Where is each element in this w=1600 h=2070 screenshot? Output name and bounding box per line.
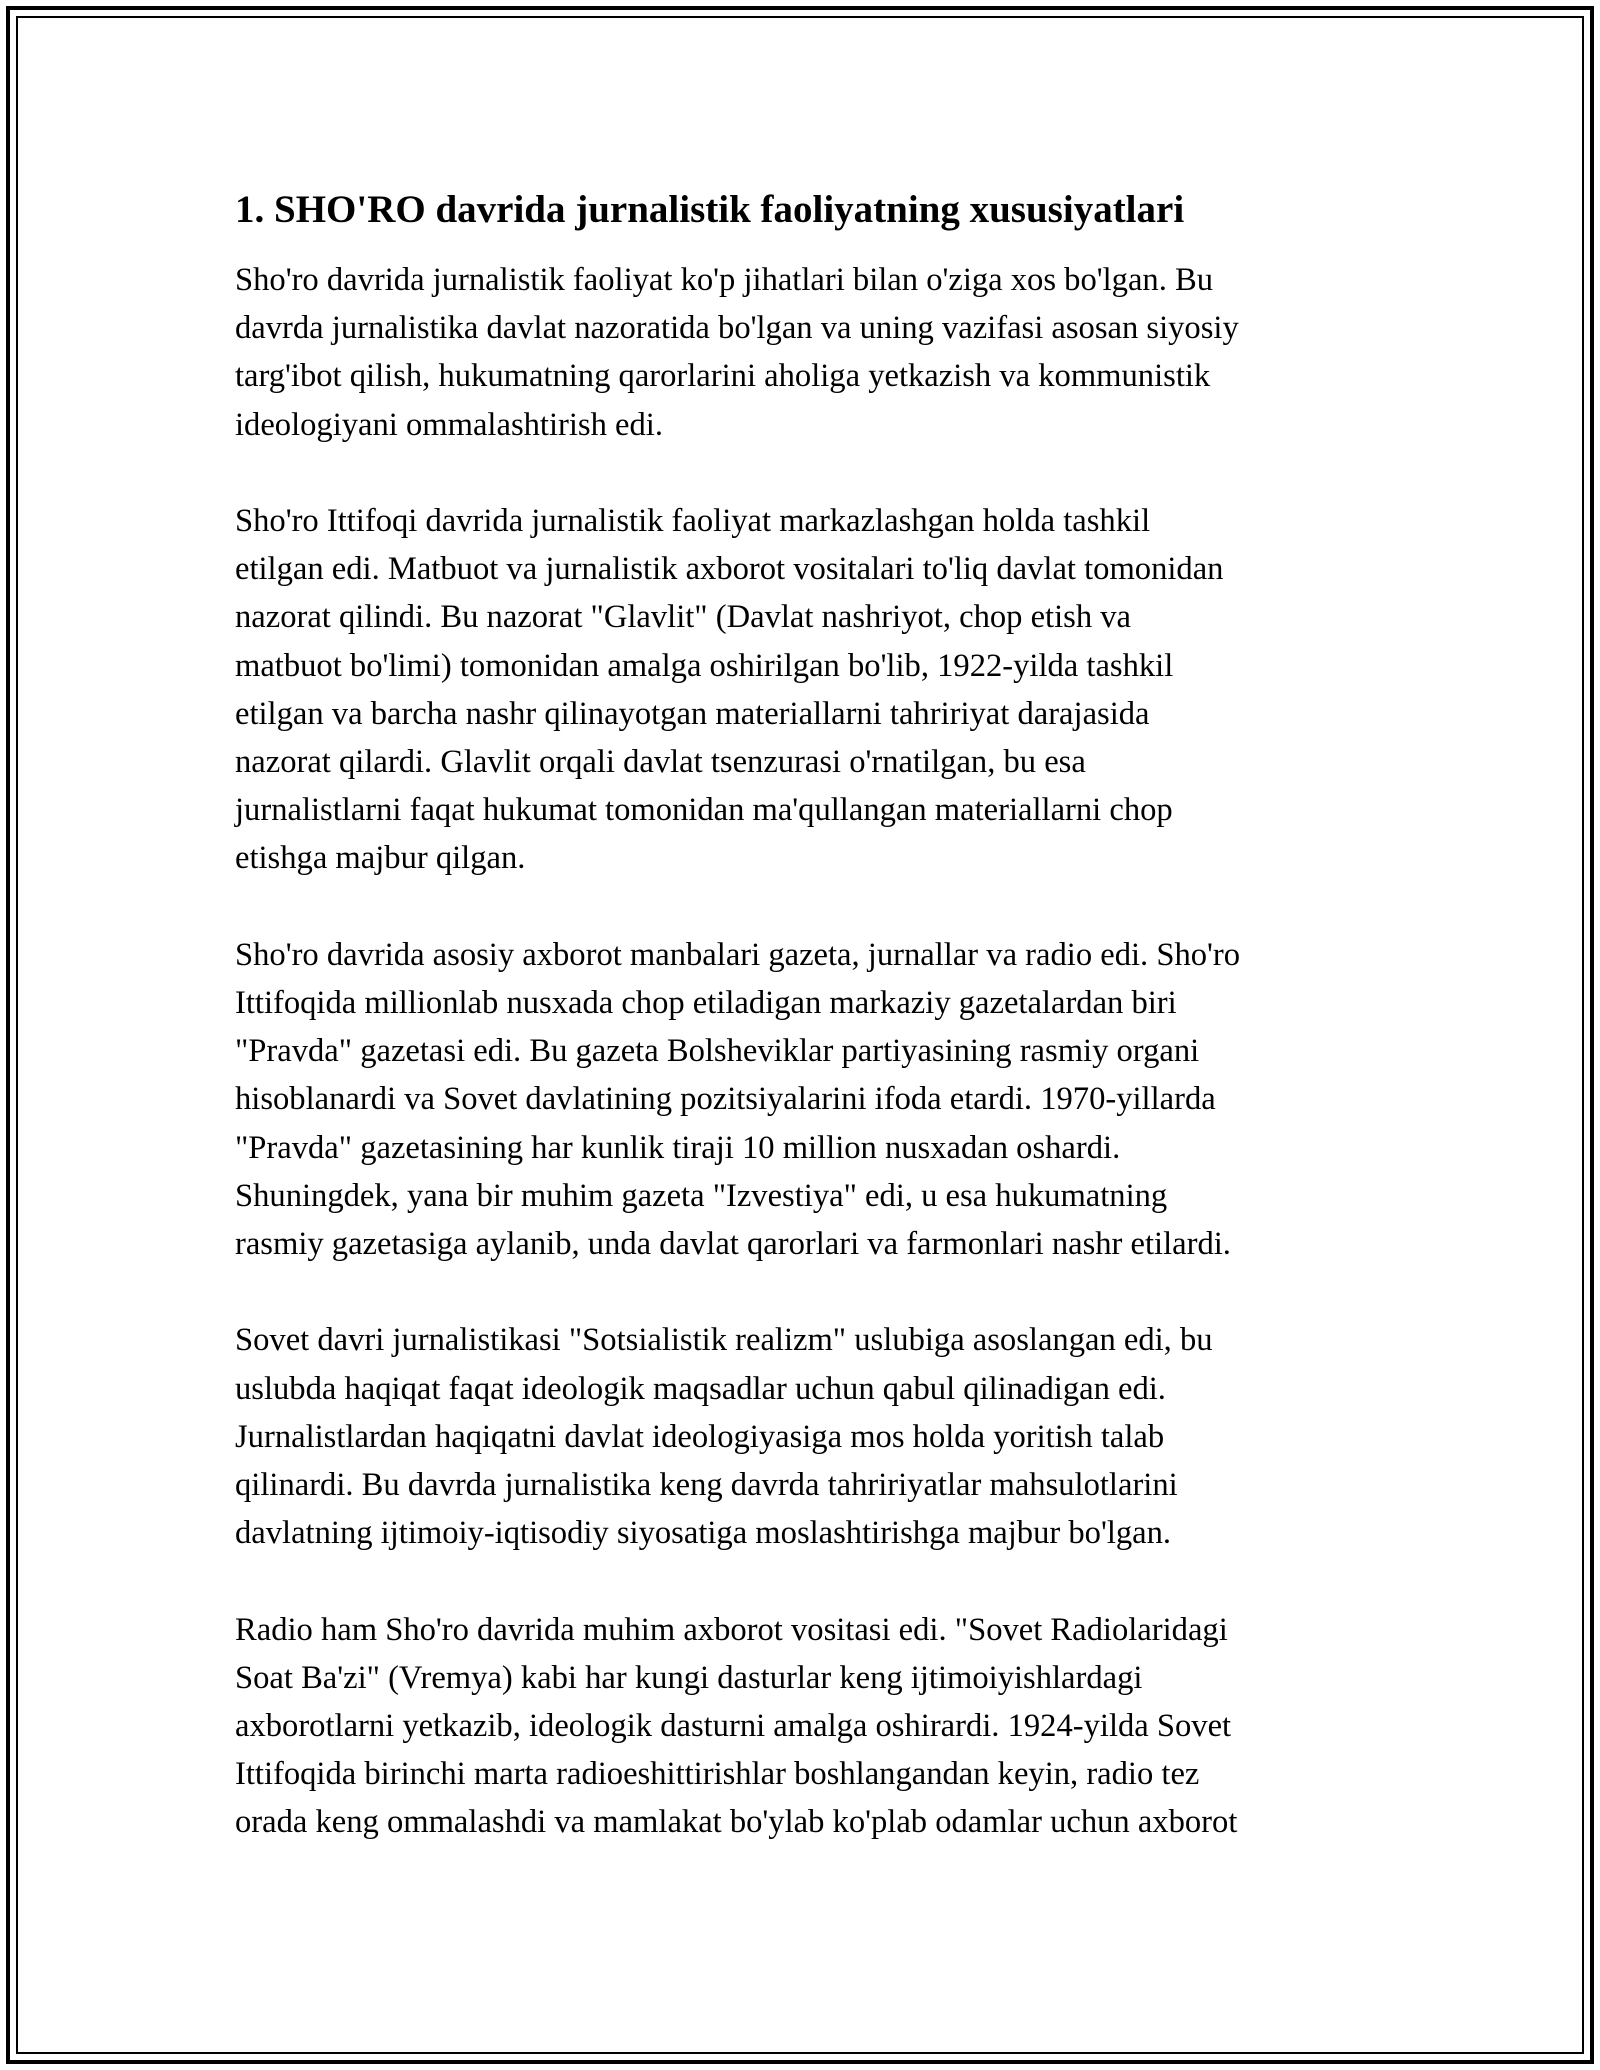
text-line: orada keng ommalashdi va mamlakat bo'ylab ko'plab odamlar uchun axborot [235,1804,1238,1841]
text-line: Ittifoqida millionlab nusxada chop etiladigan markaziy gazetalardan biri [235,985,1177,1022]
text-line: hisoblanardi va Sovet davlatining pozitsiyalarini ifoda etardi. 1970-yillarda [235,1081,1216,1118]
paragraph-5 [235,1606,1375,1847]
text-line: nazorat qilindi. Bu nazorat "Glavlit" (Davlat nashriyot, chop etish va [235,599,1132,636]
text-line: matbuot bo'limi) tomonidan amalga oshirilgan bo'lib, 1922-yilda tashkil [235,647,1174,684]
paragraph-3 [235,931,1375,1268]
text-line: Radio ham Sho'ro davrida muhim axborot vositasi edi. "Sovet Radiolaridagi [235,1611,1228,1648]
text-line: davrda jurnalistika davlat nazoratida bo'lgan va uning vazifasi asosan siyosiy [235,310,1239,347]
text-line: targ'ibot qilish, hukumatning qarorlarini aholiga yetkazish va kommunistik [235,358,1211,395]
text-line: rasmiy gazetasiga aylanib, unda davlat qarorlari va farmonlari nashr etilardi. [235,1226,1231,1263]
text-line: nazorat qilardi. Glavlit orqali davlat tsenzurasi o'rnatilgan, bu esa [235,744,1086,781]
text-line: ideologiyani ommalashtirish edi. [235,406,663,443]
paragraph-4 [235,1316,1375,1557]
text-line: axborotlarni yetkazib, ideologik dasturni amalga oshirardi. 1924-yilda Sovet [235,1708,1232,1745]
text-line: etilgan va barcha nashr qilinayotgan materiallarni tahririyat darajasida [235,695,1150,732]
text-line: qilinardi. Bu davrda jurnalistika keng davrda tahririyatlar mahsulotlarini [235,1467,1178,1504]
text-line: Sho'ro Ittifoqi davrida jurnalistik faoliyat markazlashgan holda tashkil [235,503,1151,539]
text-line: Soat Ba'zi" (Vremya) kabi har kungi dasturlar keng ijtimoiyishlardagi [235,1659,1143,1696]
page-title: 1. SHO'RO davrida jurnalistik faoliyatning xususiyatlari [235,188,1185,231]
text-line: davlatning ijtimoiy-iqtisodiy siyosatiga moslashtirishga majbur bo'lgan. [235,1515,1172,1552]
document-body [235,186,1375,1895]
paragraph-2 [235,497,1375,883]
text-line: "Pravda" gazetasining har kunlik tiraji 10 million nusxadan oshardi. [235,1129,1121,1166]
text-line: Ittifoqida birinchi marta radioeshittirishlar boshlangandan keyin, radio tez [235,1756,1200,1793]
text-line: Sho'ro davrida jurnalistik faoliyat ko'p jihatlari bilan o'ziga xos bo'lgan. Bu [235,262,1214,298]
paragraph-1 [235,256,1375,449]
text-line: uslubda haqiqat faqat ideologik maqsadlar uchun qabul qilinadigan edi. [235,1370,1166,1407]
text-line: Shuningdek, yana bir muhim gazeta "Izvestiya" edi, u esa hukumatning [235,1177,1168,1214]
text-line: Sho'ro davrida asosiy axborot manbalari gazeta, jurnallar va radio edi. Sho'ro [235,936,1241,973]
text-line: jurnalistlarni faqat hukumat tomonidan ma'qullangan materiallarni chop [235,792,1173,829]
text-line: Jurnalistlardan haqiqatni davlat ideologiyasiga mos holda yoritish talab [235,1418,1165,1455]
text-line: "Pravda" gazetasi edi. Bu gazeta Bolsheviklar partiyasining rasmiy organi [235,1033,1200,1070]
text-line: etilgan edi. Matbuot va jurnalistik axborot vositalari to'liq davlat tomonidan [235,551,1224,588]
text-line: etishga majbur qilgan. [235,840,526,877]
text-line: Sovet davri jurnalistikasi "Sotsialistik realizm" uslubiga asoslangan edi, bu [235,1322,1213,1359]
